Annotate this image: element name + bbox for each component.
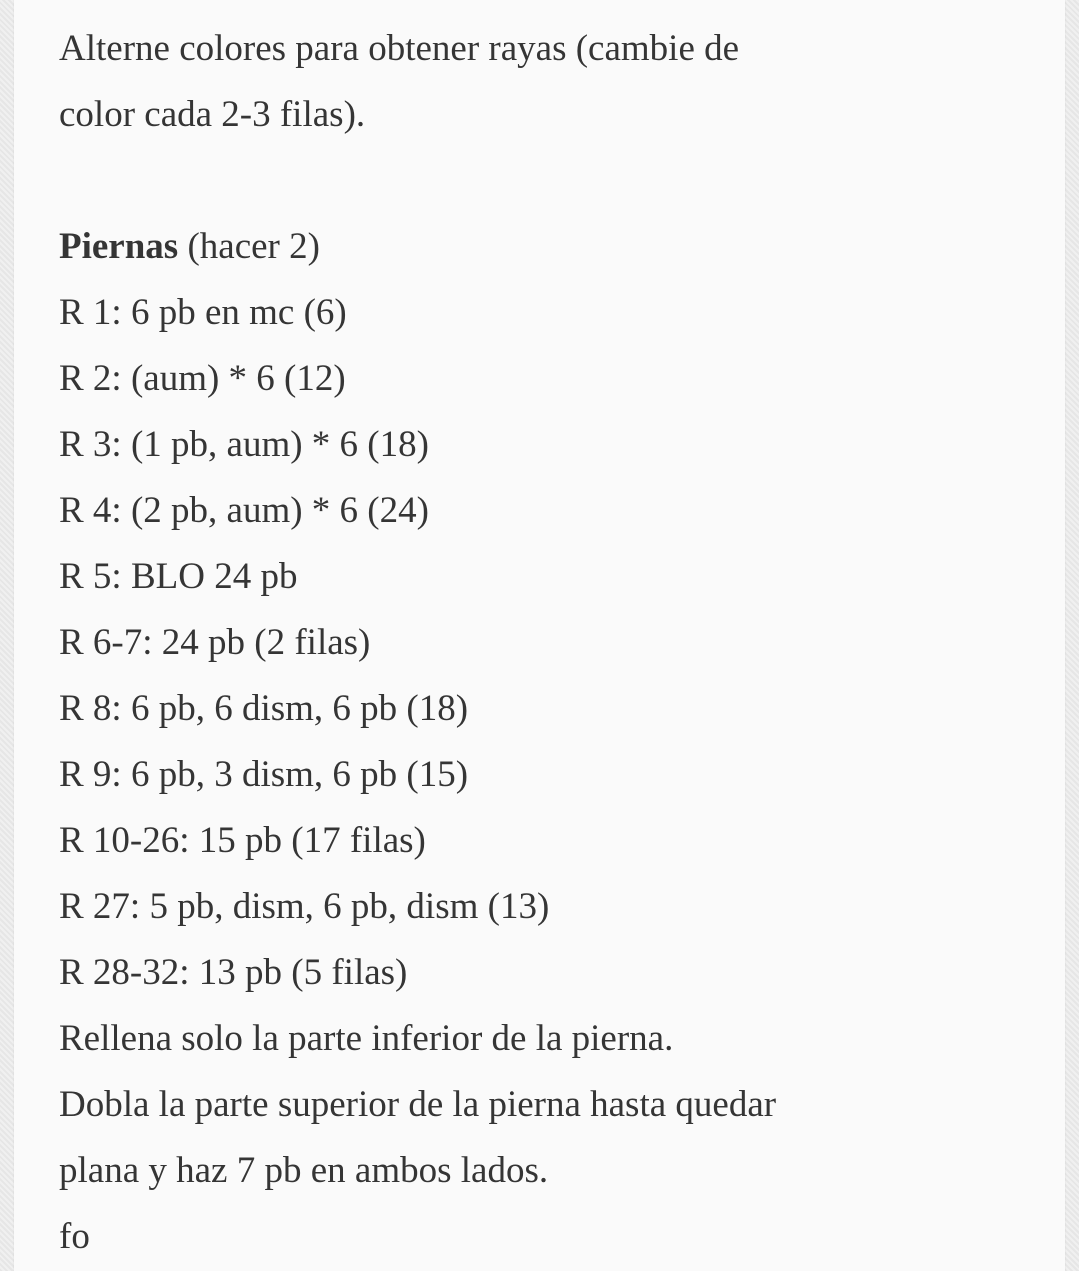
note-line: Dobla la parte superior de la pierna hasta quedar [59, 1084, 777, 1125]
intro-line-1: Alterne colores para obtener rayas (cambie de [59, 28, 740, 69]
round-line: R 6-7: 24 pb (2 filas) [59, 622, 371, 663]
round-line: R 2: (aum) * 6 (12) [59, 358, 346, 399]
note-line: fo [59, 1216, 90, 1257]
section-heading [59, 214, 1019, 280]
document-page [14, 0, 1065, 1271]
round-line: R 10-26: 15 pb (17 filas) [59, 820, 426, 861]
round-line: R 5: BLO 24 pb [59, 556, 298, 597]
round-line: R 4: (2 pb, aum) * 6 (24) [59, 490, 429, 531]
note-line: plana y haz 7 pb en ambos lados. [59, 1150, 549, 1191]
note-line: Rellena solo la parte inferior de la pierna. [59, 1018, 674, 1059]
section-title-rest: (hacer 2) [178, 226, 320, 267]
pattern-text [59, 16, 1019, 1270]
round-line: R 3: (1 pb, aum) * 6 (18) [59, 424, 429, 465]
round-line: R 28-32: 13 pb (5 filas) [59, 952, 408, 993]
round-line: R 9: 6 pb, 3 dism, 6 pb (15) [59, 754, 469, 795]
round-line: R 8: 6 pb, 6 dism, 6 pb (18) [59, 688, 469, 729]
section-title-bold: Piernas [59, 226, 179, 267]
blank-line [59, 148, 1019, 214]
round-line: R 27: 5 pb, dism, 6 pb, dism (13) [59, 886, 550, 927]
round-line: R 1: 6 pb en mc (6) [59, 292, 347, 333]
right-page-edge [1065, 0, 1079, 1271]
intro-line-2: color cada 2-3 filas). [59, 94, 366, 135]
left-page-edge [0, 0, 14, 1271]
